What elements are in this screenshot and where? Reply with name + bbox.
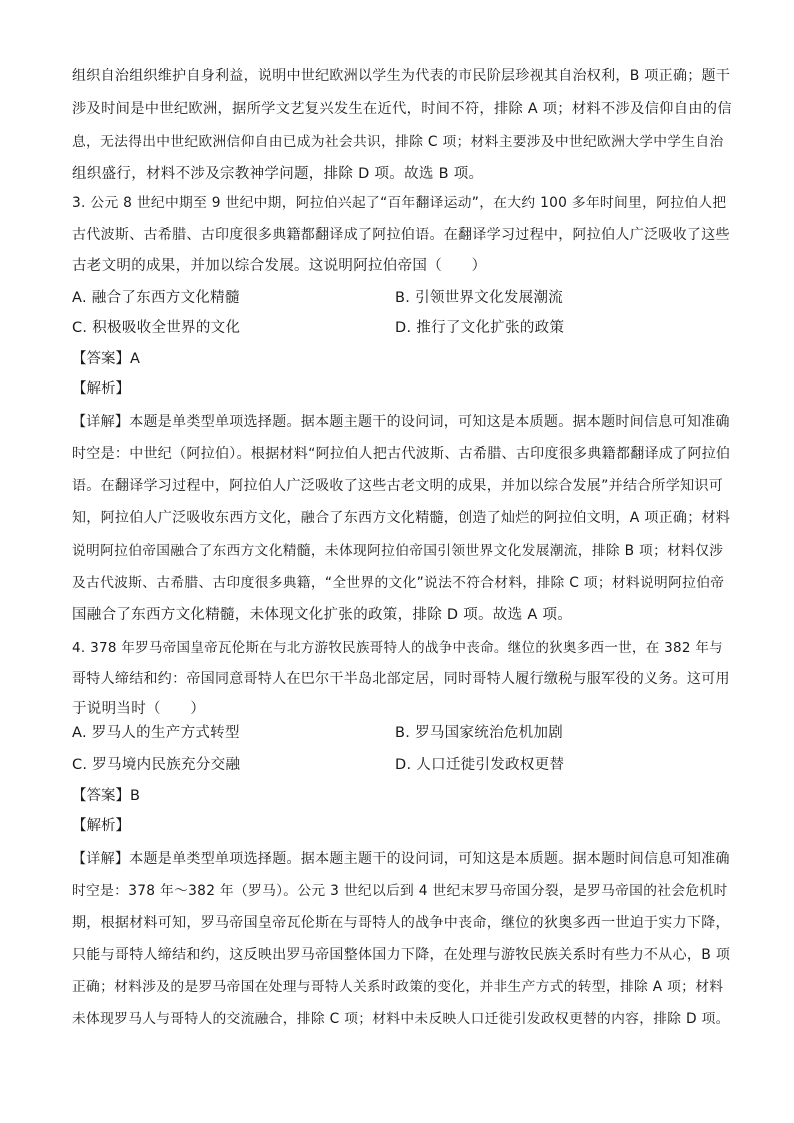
q4-detail-line-3: 期，根据材料可知，罗马帝国皇帝瓦伦斯在与哥特人的战争中丧命，继位的狄奥多西一世迫于实力下降， xyxy=(72,915,730,931)
q3-option-c: C. 积极吸收全世界的文化 xyxy=(72,320,241,336)
q3-detail-line-3: 语。在翻译学习过程中，阿拉伯人广泛吸收了这些古老文明的成果，并加以综合发展”并结合所学知识可 xyxy=(72,478,724,494)
q4-detail-line-2: 时空是：378 年～382 年（罗马）。公元 3 世纪以后到 4 世纪末罗马帝国分裂，是罗马帝国的社会危机时 xyxy=(72,883,728,899)
q4-stem-line-2: 哥特人缔结和约：帝国同意哥特人在巴尔干半岛北部定居，同时哥特人履行缴税与服军役的义务。这可用 xyxy=(72,671,730,687)
q3-detail-line-2: 时空是：中世纪（阿拉伯）。根据材料“阿拉伯人把古代波斯、古希腊、古印度很多典籍都翻译成了阿拉伯 xyxy=(72,446,731,462)
q3-stem-line-3: 古老文明的成果，并加以综合发展。这说明阿拉伯帝国（ ） xyxy=(72,258,487,274)
intro-line-3: 息，无法得出中世纪欧洲信仰自由已成为社会共识，排除 C 项；材料主要涉及中世纪欧洲大学中学生自治 xyxy=(72,134,724,150)
q3-stem-line-2: 古代波斯、古希腊、古印度很多典籍都翻译成了阿拉伯语。在翻译学习过程中，阿拉伯人广泛吸收了这些 xyxy=(72,227,730,243)
q4-detail-line-1: 【详解】本题是单类型单项选择题。据本题主题干的设问词，可知这是本质题。据本题时间信息可知准确 xyxy=(72,851,730,867)
q4-detail-line-5: 正确；材料涉及的是罗马帝国在处理与哥特人关系时政策的变化，并非生产方式的转型，排除 A 项；材料 xyxy=(72,979,724,995)
q3-option-a: A. 融合了东西方文化精髓 xyxy=(72,290,240,306)
q4-option-d: D. 人口迁徙引发政权更替 xyxy=(395,757,565,773)
q4-analysis-heading: 【解析】 xyxy=(72,818,130,834)
q4-option-c: C. 罗马境内民族充分交融 xyxy=(72,757,241,773)
intro-line-1: 组织自治组织维护自身利益，说明中世纪欧洲以学生为代表的市民阶层珍视其自治权利，B 项正确；题干 xyxy=(72,68,731,84)
intro-line-4: 组织盛行，材料不涉及宗教神学问题，排除 D 项。故选 B 项。 xyxy=(72,166,484,182)
intro-line-2: 涉及时间是中世纪欧洲，据所学文艺复兴发生在近代，时间不符，排除 A 项；材料不涉及信仰自由的信 xyxy=(72,101,732,117)
q3-stem-line-1: 3. 公元 8 世纪中期至 9 世纪中期，阿拉伯兴起了“百年翻译运动”，在大约 100 多年时间里，阿拉伯人把 xyxy=(72,195,727,211)
q3-option-d: D. 推行了文化扩张的政策 xyxy=(395,320,565,336)
q3-answer: 【答案】A xyxy=(72,351,140,367)
q3-detail-line-6: 及古代波斯、古希腊、古印度很多典籍，“全世界的文化”说法不符合材料，排除 C 项；材料说明阿拉伯帝 xyxy=(72,575,725,591)
q4-stem-line-1: 4. 378 年罗马帝国皇帝瓦伦斯在与北方游牧民族哥特人的战争中丧命。继位的狄奥多西一世，在 382 年与 xyxy=(72,640,723,656)
q3-analysis-heading: 【解析】 xyxy=(72,381,130,397)
q4-stem-line-3: 于说明当时（ ） xyxy=(72,701,206,717)
q4-option-b: B. 罗马国家统治危机加剧 xyxy=(395,725,564,741)
q4-answer: 【答案】B xyxy=(72,788,140,804)
q3-detail-line-5: 说明阿拉伯帝国融合了东西方文化精髓，未体现阿拉伯帝国引领世界文化发展潮流，排除 B 项；材料仅涉 xyxy=(72,543,724,559)
q3-detail-line-1: 【详解】本题是单类型单项选择题。据本题主题干的设问词，可知这是本质题。据本题时间信息可知准确 xyxy=(72,414,730,430)
q4-detail-line-6: 未体现罗马人与哥特人的交流融合，排除 C 项；材料中未反映人口迁徙引发政权更替的内容，排除 D 项。 xyxy=(72,1011,730,1027)
q4-option-a: A. 罗马人的生产方式转型 xyxy=(72,725,240,741)
q3-detail-line-7: 国融合了东西方文化精髓，未体现文化扩张的政策，排除 D 项。故选 A 项。 xyxy=(72,607,573,623)
q3-option-b: B. 引领世界文化发展潮流 xyxy=(395,290,564,306)
q3-detail-line-4: 知，阿拉伯人广泛吸收东西方文化，融合了东西方文化精髓，创造了灿烂的阿拉伯文明，A 项正确；材料 xyxy=(72,510,731,526)
q4-detail-line-4: 只能与哥特人缔结和约，这反映出罗马帝国整体国力下降，在处理与游牧民族关系时有些力不从心，B 项 xyxy=(72,947,731,963)
